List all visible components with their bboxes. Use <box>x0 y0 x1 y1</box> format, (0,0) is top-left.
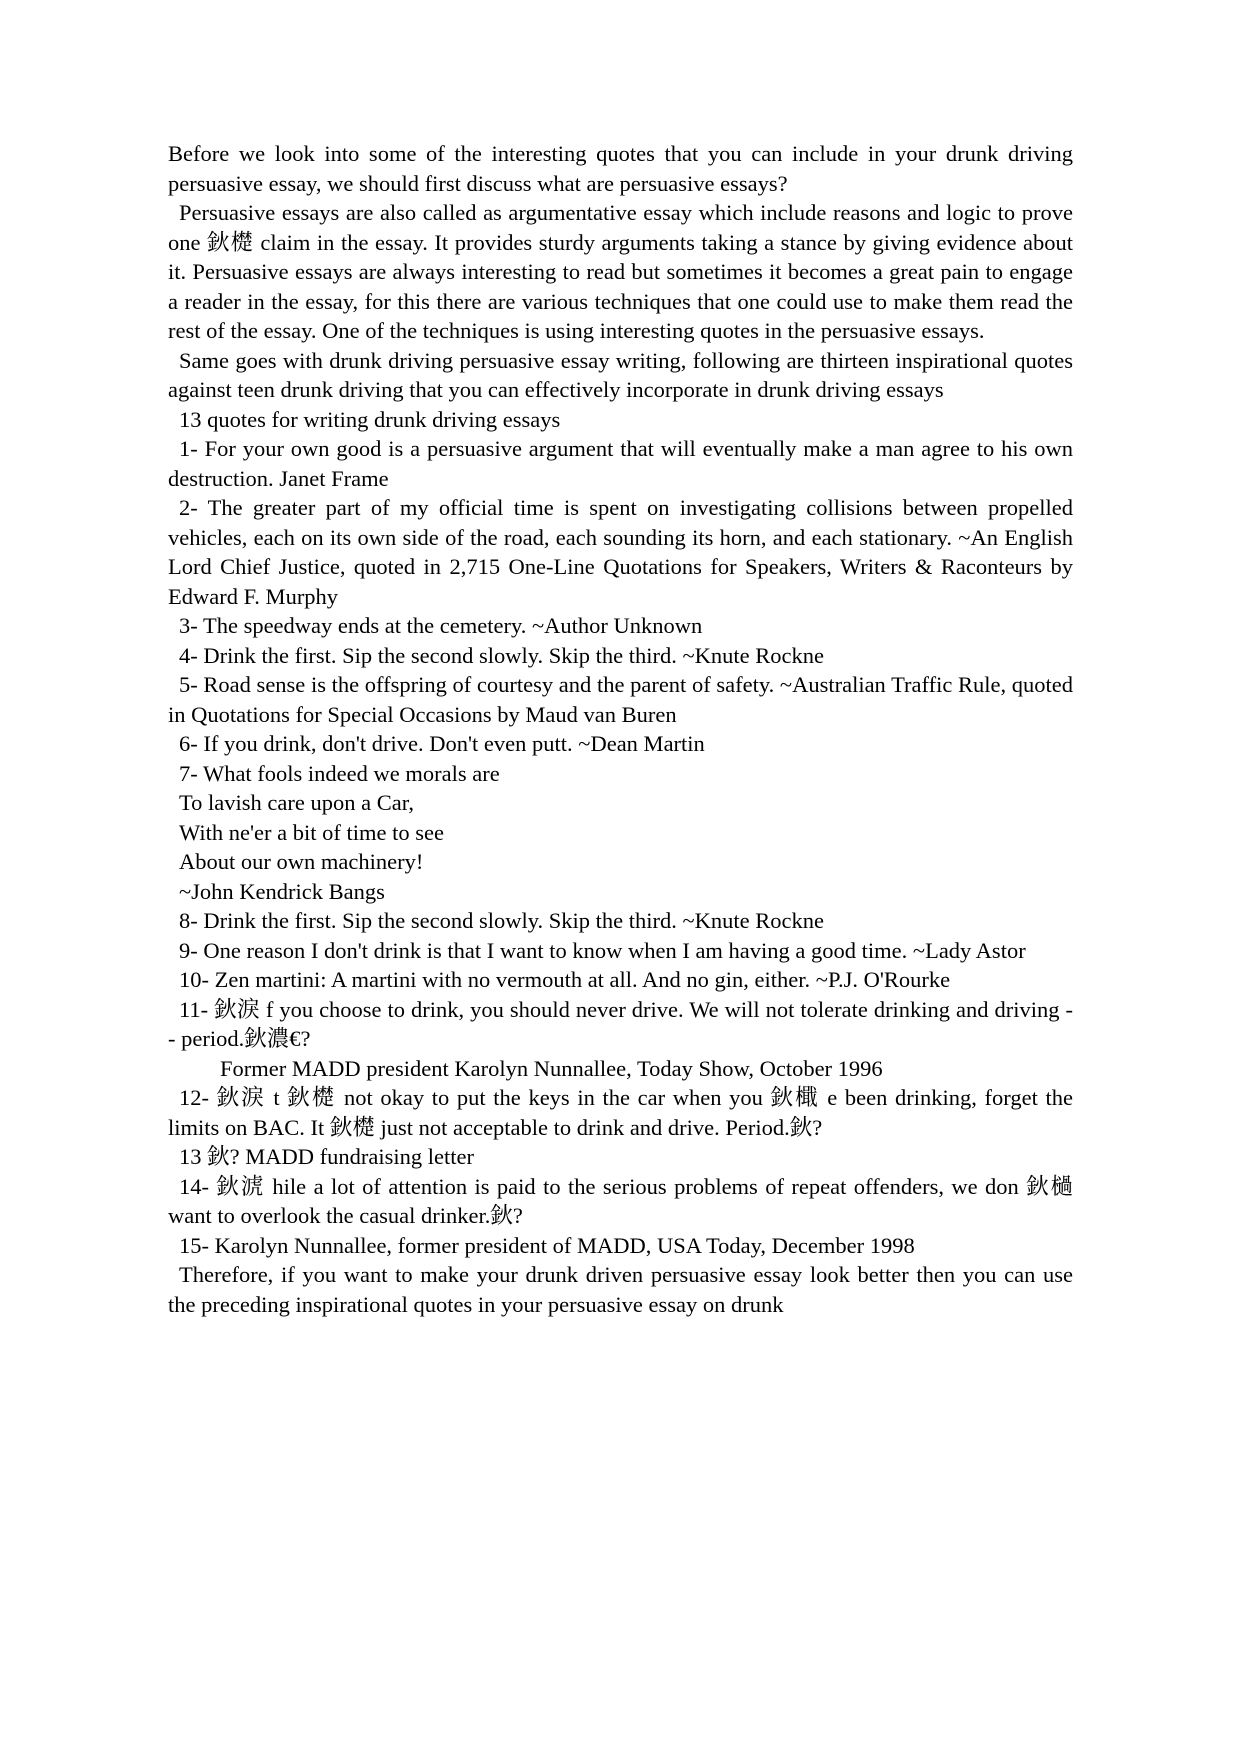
quote-item-9: 9- One reason I don't drink is that I want to know when I am having a good time. ~Lady Astor <box>179 937 1026 963</box>
quote-item-12: 12- 鈥淚 t 鈥檚 not okay to put the keys in the car when you 鈥檝 e been drinking, forget the limits on BAC. It 鈥檚 just not acceptable to drink and drive. Period.鈥? <box>168 1085 1073 1140</box>
quote-item-2: 2- The greater part of my official time is spent on investigating collisions between propelled vehicles, each on its own side of the road, each sounding its horn, and each stationary. ~An English Lord Chief Justice, quoted in 2,715 One-Line Quotations for Speakers, Writers & Raconteurs by Edward F. Murphy <box>168 495 1073 609</box>
quote-item-1: 1- For your own good is a persuasive argument that will eventually make a man agree to his own destruction. Janet Frame <box>168 436 1073 491</box>
quote-item-7: 7- What fools indeed we morals are <box>179 760 500 786</box>
paragraph-intro: Before we look into some of the interesting quotes that you can include in your drunk driving persuasive essay, we should first discuss what are persuasive essays? <box>168 141 1073 196</box>
quote-item-15: 15- Karolyn Nunnallee, former president of MADD, USA Today, December 1998 <box>179 1232 915 1258</box>
poem-line-4: About our own machinery! <box>179 849 424 874</box>
poem-line-2: To lavish care upon a Car, <box>179 790 414 815</box>
paragraph-persuasive-def: Persuasive essays are also called as argumentative essay which include reasons and logic to prove one 鈥檚 claim in the essay. It provides sturdy arguments taking a stance by giving evidence about it. Persuasive essays are always interesting to read but sometimes it becomes a great pain to engage a reader in the essay, for this there are various techniques that one could use to make them read the rest of the essay. One of the techniques is using interesting quotes in the persuasive essays. <box>168 200 1073 343</box>
quote-item-3: 3- The speedway ends at the cemetery. ~Author Unknown <box>179 613 703 638</box>
quote-item-13: 13 鈥? MADD fundraising letter <box>179 1144 474 1169</box>
quote-attribution-madd: Former MADD president Karolyn Nunnallee, Today Show, October 1996 <box>220 1055 883 1081</box>
quote-item-5: 5- Road sense is the offspring of courtesy and the parent of safety. ~Australian Traffic Rule, quoted in Quotations for Special Occasions by Maud van Buren <box>168 672 1073 727</box>
quote-item-4: 4- Drink the first. Sip the second slowly. Skip the third. ~Knute Rockne <box>179 642 825 668</box>
quote-item-6: 6- If you drink, don't drive. Don't even putt. ~Dean Martin <box>179 731 705 756</box>
quote-item-10: 10- Zen martini: A martini with no vermouth at all. And no gin, either. ~P.J. O'Rourke <box>179 967 951 992</box>
poem-attribution: ~John Kendrick Bangs <box>179 878 385 904</box>
quote-item-11: 11- 鈥淚 f you choose to drink, you should never drive. We will not tolerate drinking and driving -- period.鈥濃€? <box>168 996 1073 1051</box>
quote-item-8: 8- Drink the first. Sip the second slowly. Skip the third. ~Knute Rockne <box>179 908 825 933</box>
quote-item-14: 14- 鈥淲 hile a lot of attention is paid to the serious problems of repeat offenders, we don 鈥檛 want to overlook the casual drinker.鈥? <box>168 1173 1073 1228</box>
poem-line-3: With ne'er a bit of time to see <box>179 819 444 845</box>
paragraph-conclusion: Therefore, if you want to make your drunk driven persuasive essay look better then you can use the preceding inspirational quotes in your persuasive essay on drunk <box>168 1262 1073 1317</box>
paragraph-same-goes: Same goes with drunk driving persuasive essay writing, following are thirteen inspirational quotes against teen drunk driving that you can effectively incorporate in drunk driving essays <box>168 347 1073 402</box>
paragraph-list-title: 13 quotes for writing drunk driving essays <box>179 406 561 432</box>
